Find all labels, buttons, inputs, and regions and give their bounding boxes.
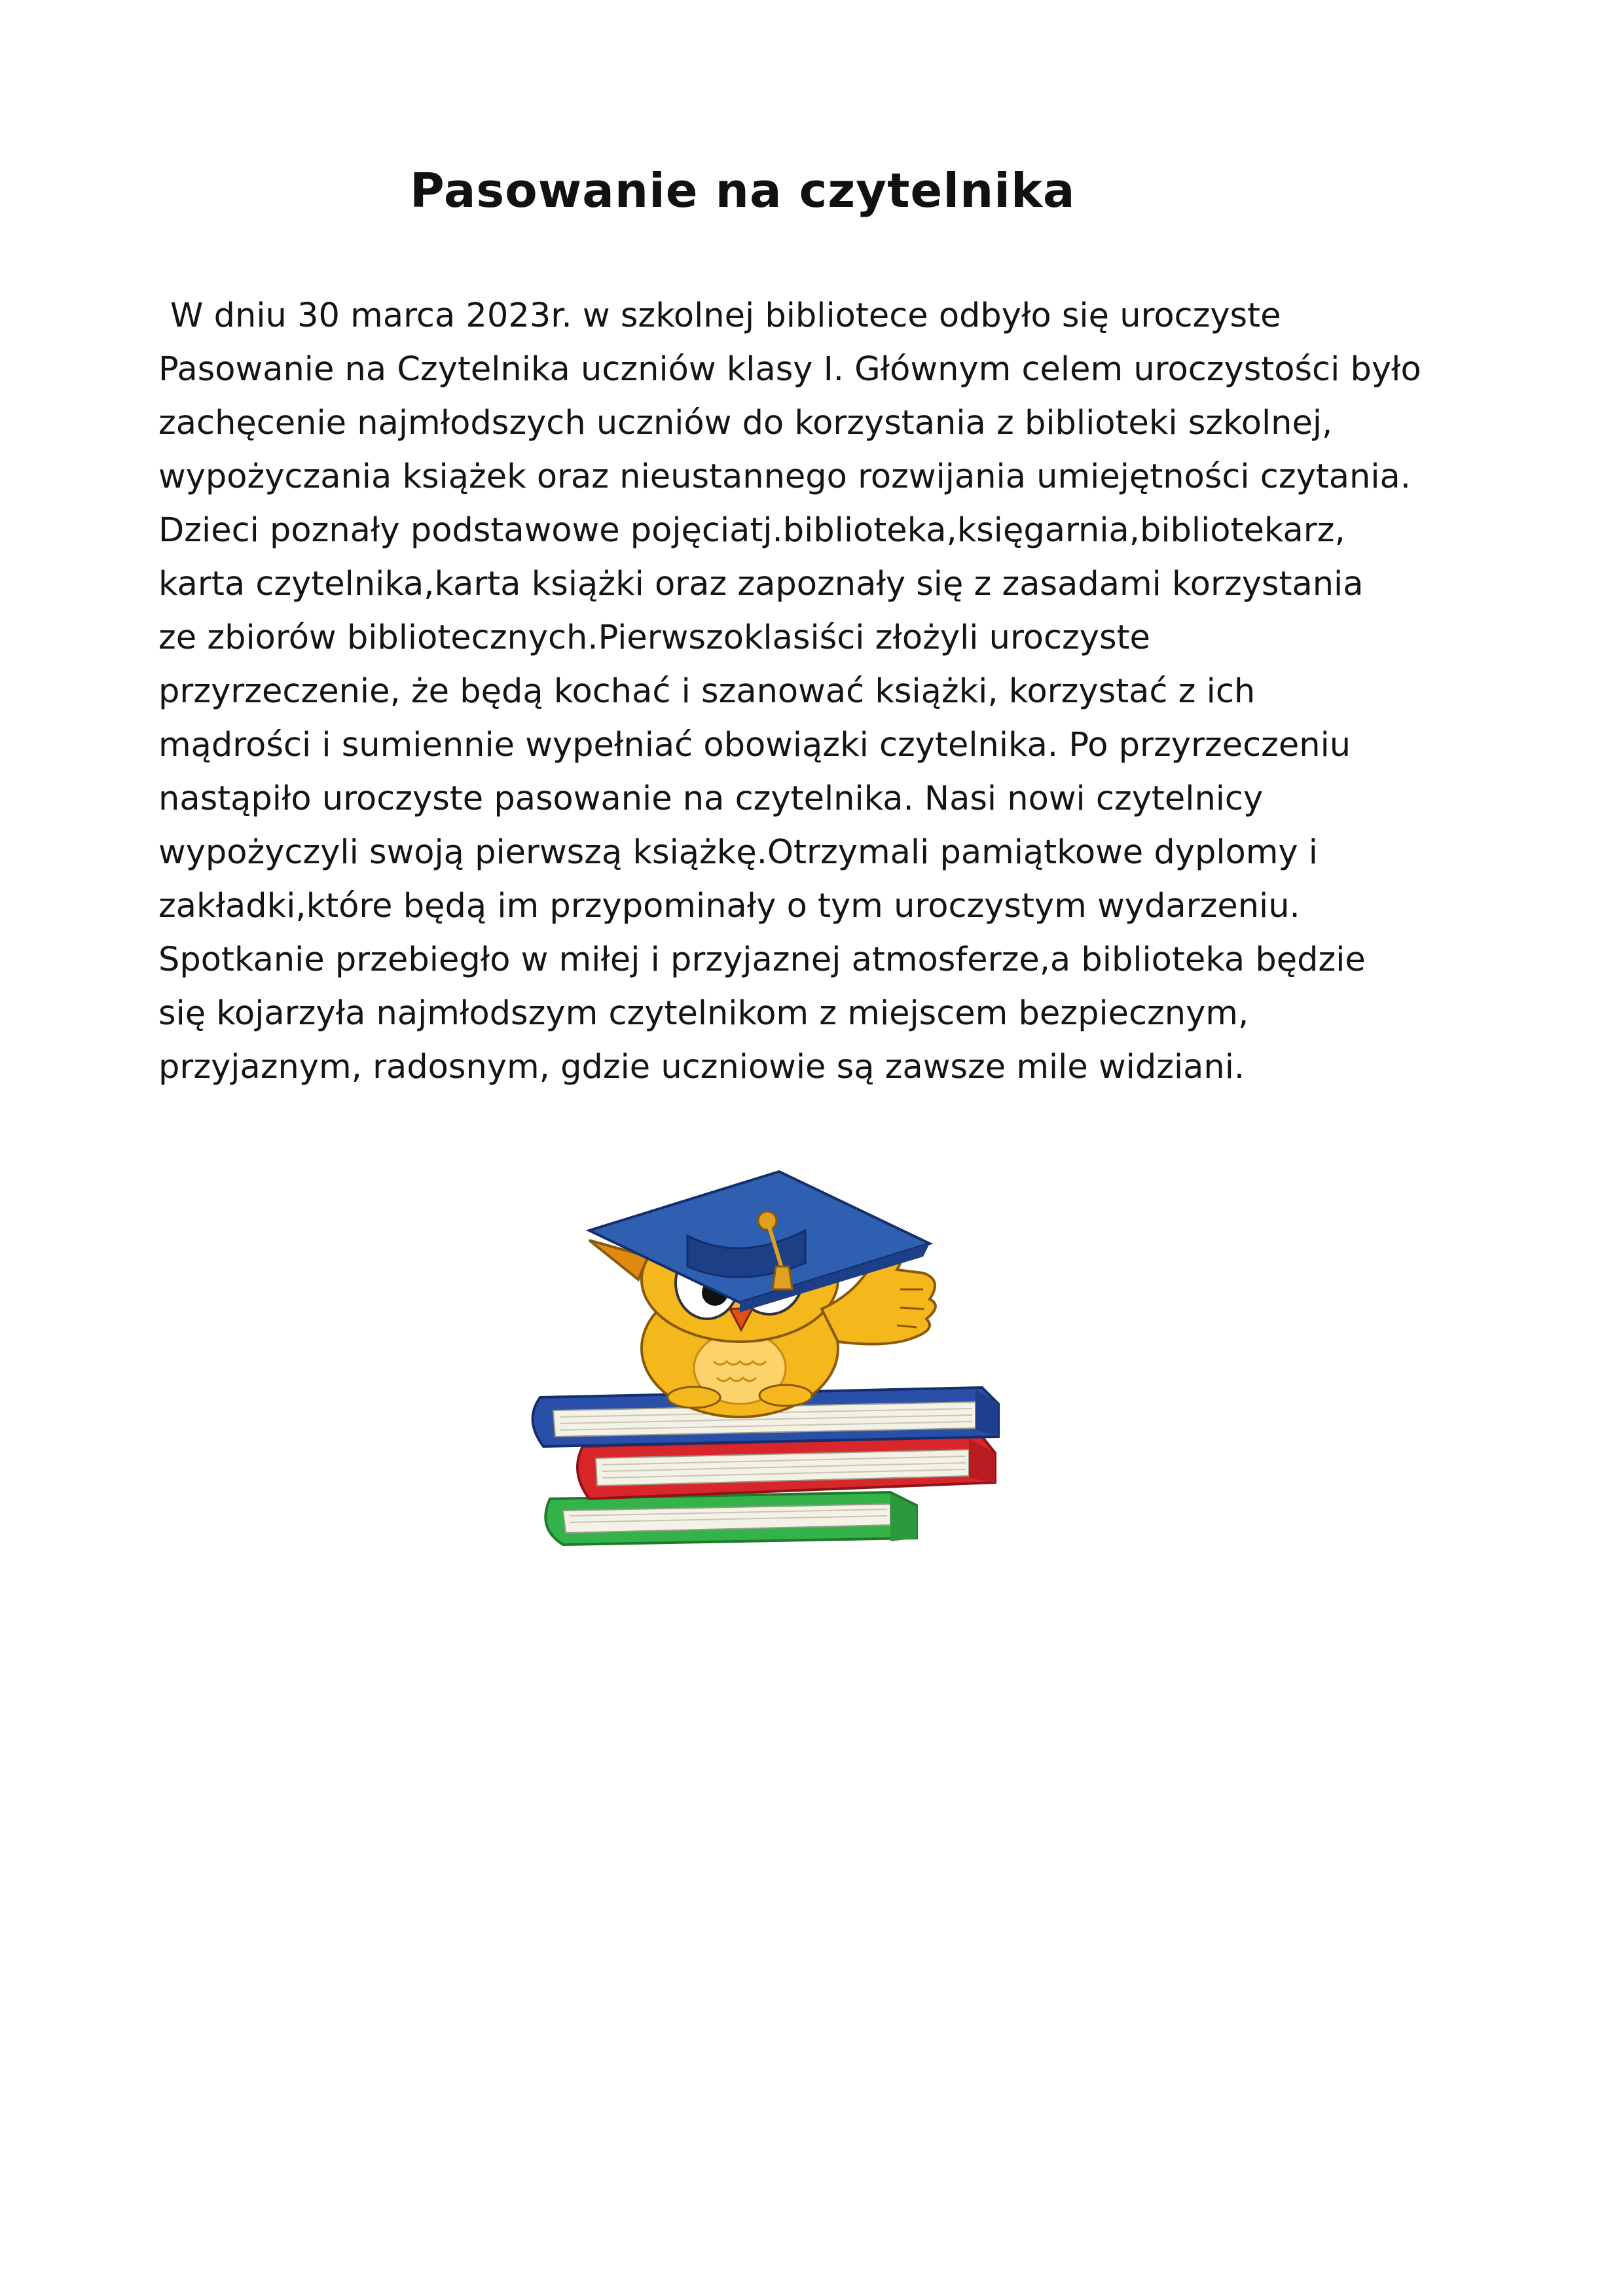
red-book-icon bbox=[577, 1437, 995, 1499]
owl-on-books-illustration bbox=[524, 1158, 1067, 1577]
page-title: Pasowanie na czytelnika bbox=[410, 163, 1076, 218]
body-line: ze zbiorów bibliotecznych.Pierwszoklasiści złożyli uroczyste bbox=[158, 619, 1150, 657]
owl-on-books-svg bbox=[524, 1158, 1067, 1577]
body-line: nastąpiło uroczyste pasowanie na czytelnika. Nasi nowi czytelnicy bbox=[158, 780, 1264, 818]
body-line: Dzieci poznały podstawowe pojęciatj.biblioteka,księgarnia,bibliotekarz, bbox=[158, 511, 1345, 550]
body-line: mądrości i sumiennie wypełniać obowiązki czytelnika. Po przyrzeczeniu bbox=[158, 726, 1351, 764]
body-line: karta czytelnika,karta książki oraz zapoznały się z zasadami korzystania bbox=[158, 565, 1364, 603]
body-line: przyrzeczenie, że będą kochać i szanować książki, korzystać z ich bbox=[158, 672, 1256, 711]
body-line: Spotkanie przebiegło w miłej i przyjaznej atmosferze,a biblioteka będzie bbox=[158, 941, 1366, 979]
article-body bbox=[158, 289, 1494, 1094]
body-line: zakładki,które będą im przypominały o tym uroczystym wydarzeniu. bbox=[158, 887, 1300, 925]
green-book-icon bbox=[545, 1492, 917, 1545]
body-line: W dniu 30 marca 2023r. w szkolnej bibliotece odbyło się uroczyste bbox=[170, 296, 1281, 335]
body-line: zachęcenie najmłodszych uczniów do korzystania z biblioteki szkolnej, bbox=[158, 404, 1333, 442]
body-line: wypożyczania książek oraz nieustannego rozwijania umiejętności czytania. bbox=[158, 457, 1411, 496]
body-line: się kojarzyła najmłodszym czytelnikom z miejscem bezpiecznym, bbox=[158, 994, 1249, 1033]
body-line: przyjaznym, radosnym, gdzie uczniowie są zawsze mile widziani. bbox=[158, 1048, 1245, 1086]
body-line: wypożyczyli swoją pierwszą książkę.Otrzymali pamiątkowe dyplomy i bbox=[158, 833, 1318, 872]
body-line: Pasowanie na Czytelnika uczniów klasy I. Głównym celem uroczystości było bbox=[158, 350, 1421, 389]
